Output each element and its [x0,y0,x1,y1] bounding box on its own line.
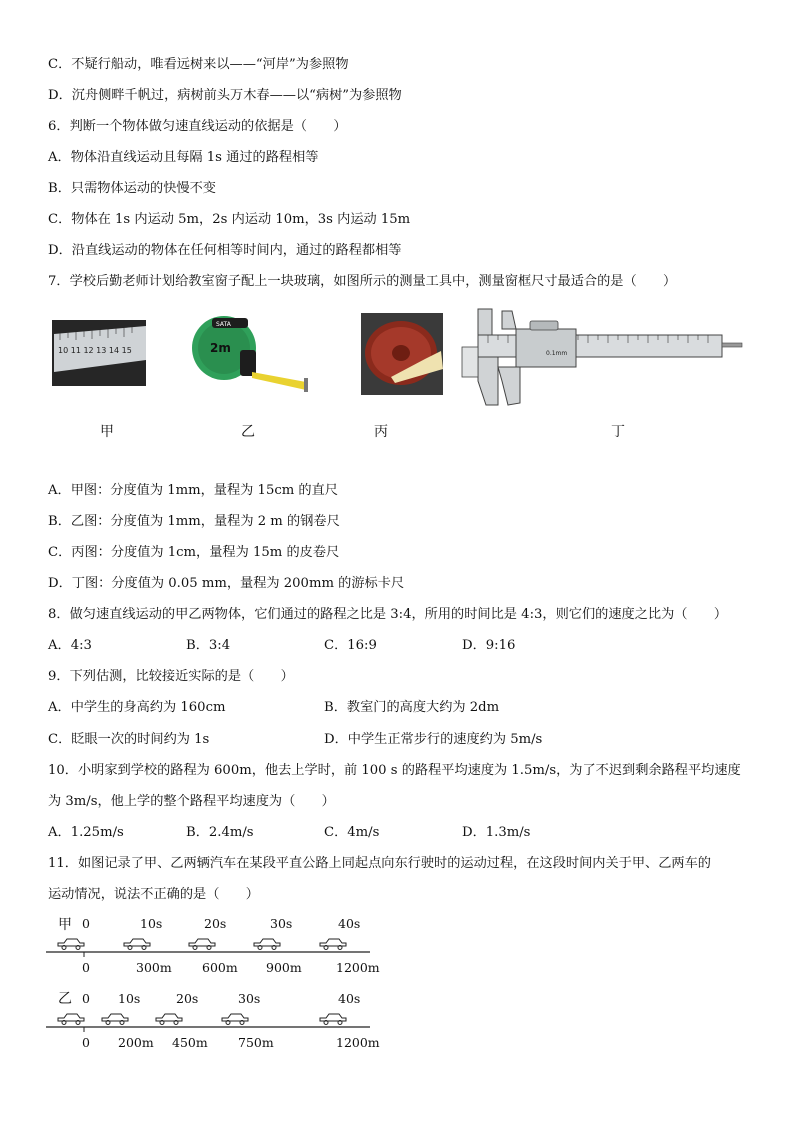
yi-dist-1200: 1200m [336,1035,380,1050]
car-icon [56,1011,86,1025]
q8-option-b: B．3:4 [186,638,231,653]
question-10-line2: 为 3m/s，他上学的整个路程平均速度为（ ） [48,794,335,809]
jia-dist-0: 0 [82,960,90,975]
car-icon [252,936,282,950]
q9-option-a: A．中学生的身高约为 160cm [48,700,226,715]
caption-jia: 甲 [100,424,114,440]
yi-dist-450: 450m [172,1035,208,1050]
q9-option-d: D．中学生正常步行的速度约为 5m/s [324,732,543,747]
motion-diagram [44,910,384,1060]
yi-dist-0: 0 [82,1035,90,1050]
jia-dist-1200: 1200m [336,960,380,975]
ruler-numbers: 10 11 12 13 14 15 [58,346,132,355]
yi-time-40: 40s [338,991,361,1006]
q8-option-c: C．16:9 [324,638,377,653]
yi-time-30: 30s [238,991,261,1006]
q6-option-b: B．只需物体运动的快慢不变 [48,181,216,196]
tape-label: 2m [210,341,231,355]
q10-option-b: B．2.4m/s [186,825,254,840]
q8-option-a: A．4:3 [48,638,92,653]
q10-option-d: D．1.3m/s [462,825,531,840]
q7-option-b: B．乙图：分度值为 1mm，量程为 2 m 的钢卷尺 [48,514,340,529]
yi-time-0: 0 [82,991,90,1006]
car-icon [318,1011,348,1025]
car-icon [122,936,152,950]
question-9: 9．下列估测，比较接近实际的是（ ） [48,669,294,684]
q6-option-a: A．物体沿直线运动且每隔 1s 通过的路程相等 [48,150,319,165]
question-10-line1: 10．小明家到学校的路程为 600m，他去上学时，前 100 s 的路程平均速度为 1.5m/s，为了不迟到剩余路程平均速度 [48,763,741,778]
brand-label: SATA [216,321,231,328]
car-icon [318,936,348,950]
car-icon [154,1011,184,1025]
option-d-prev: D．沉舟侧畔千帆过，病树前头万木春——以“病树”为参照物 [48,88,402,103]
q10-option-a: A．1.25m/s [48,825,124,840]
jia-time-10: 10s [140,916,163,931]
jia-dist-300: 300m [136,960,172,975]
q9-option-c: C．眨眼一次的时间约为 1s [48,732,210,747]
row-label-jia: 甲 [58,917,72,933]
jia-time-20: 20s [204,916,227,931]
q6-option-c: C．物体在 1s 内运动 5m，2s 内运动 10m，3s 内运动 15m [48,212,411,227]
jia-time-0: 0 [82,916,90,931]
jia-time-40: 40s [338,916,361,931]
car-icon [187,936,217,950]
jia-dist-900: 900m [266,960,302,975]
road-line-jia [44,950,374,960]
car-icon [100,1011,130,1025]
question-11-line2: 运动情况，说法不正确的是（ ） [48,887,259,902]
q9-option-b: B．教室门的高度大约为 2dm [324,700,500,715]
yi-dist-200: 200m [118,1035,154,1050]
q7-option-c: C．丙图：分度值为 1cm，量程为 15m 的皮卷尺 [48,545,340,560]
row-label-yi: 乙 [58,991,72,1007]
caption-yi: 乙 [241,424,255,440]
steel-ruler-image [52,320,146,386]
q8-option-d: D．9:16 [462,638,516,653]
q7-option-d: D．丁图：分度值为 0.05 mm，量程为 200mm 的游标卡尺 [48,576,405,591]
car-icon [220,1011,250,1025]
road-line-yi [44,1025,374,1035]
car-icon [56,936,86,950]
question-7: 7．学校后勤老师计划给教室窗子配上一块玻璃，如图所示的测量工具中，测量窗框尺寸最适合的是（ ） [48,274,677,289]
q10-option-c: C．4m/s [324,825,380,840]
yi-dist-750: 750m [238,1035,274,1050]
q6-option-d: D．沿直线运动的物体在任何相等时间内，通过的路程都相等 [48,243,402,258]
question-11-line1: 11．如图记录了甲、乙两辆汽车在某段平直公路上同起点向东行驶时的运动过程，在这段时间内关于甲、乙两车的 [48,856,711,871]
caption-ding: 丁 [611,424,625,440]
question-8: 8．做匀速直线运动的甲乙两物体，它们通过的路程之比是 3:4，所用的时间比是 4:3，则它们的速度之比为（ ） [48,607,728,622]
caption-bing: 丙 [374,424,388,440]
tape-measure-image [184,312,314,398]
yi-time-10: 10s [118,991,141,1006]
option-c-prev: C．不疑行船动，唯看远树来以——“河岸”为参照物 [48,57,349,72]
vernier-caliper-image [458,307,744,409]
q7-option-a: A．甲图：分度值为 1mm，量程为 15cm 的直尺 [48,483,338,498]
question-6: 6．判断一个物体做匀速直线运动的依据是（ ） [48,119,347,134]
jia-dist-600: 600m [202,960,238,975]
vernier-scale-label: 0.1mm [546,350,568,357]
yi-time-20: 20s [176,991,199,1006]
jia-time-30: 30s [270,916,293,931]
leather-tape-image [361,313,443,395]
